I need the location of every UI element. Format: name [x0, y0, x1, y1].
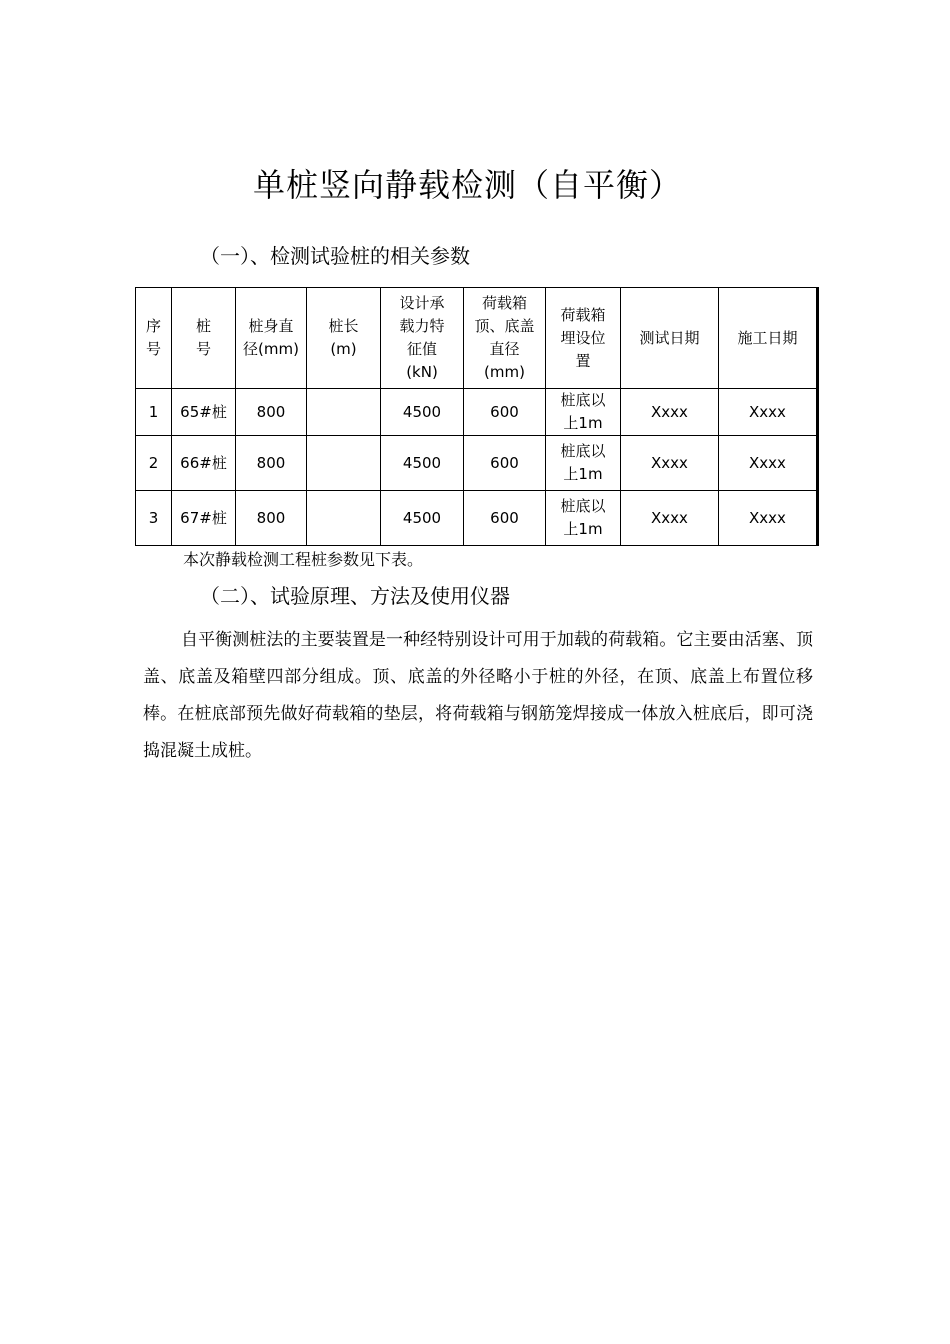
- header-pile-length: 桩长 (m): [307, 288, 381, 389]
- cell-construction-date: Xxxx: [719, 389, 818, 436]
- page-title: 单桩竖向静载检测（自平衡）: [252, 166, 682, 204]
- header-box-position: 荷载箱 埋设位 置: [546, 288, 621, 389]
- cell-pile-diameter: 800: [236, 436, 307, 491]
- table-row: [136, 389, 818, 436]
- cell-box-diameter: 600: [464, 491, 546, 546]
- cell-test-date: Xxxx: [621, 436, 719, 491]
- header-pile-diameter: 桩身直 径(mm): [236, 288, 307, 389]
- table-note: 本次静载检测工程桩参数见下表。: [183, 550, 424, 569]
- pile-parameters-table: [135, 287, 819, 546]
- principle-paragraph: 自平衡测桩法的主要装置是一种经特别设计可用于加载的荷载箱。它主要由活塞、顶盖、底盖及箱壁四部分组成。顶、底盖的外径略小于桩的外径，在顶、底盖上布置位移棒。在桩底部预先做好荷载箱的垫层，将荷载箱与钢筋笼焊接成一体放入桩底后，即可浇捣混凝土成桩。: [143, 630, 813, 761]
- cell-index: 1: [136, 389, 172, 436]
- cell-pile-length: [307, 491, 381, 546]
- cell-index: 2: [136, 436, 172, 491]
- cell-pile-number: 65#桩: [172, 389, 236, 436]
- cell-index: 3: [136, 491, 172, 546]
- cell-design-capacity: 4500: [381, 436, 464, 491]
- header-construction-date: 施工日期: [719, 288, 818, 389]
- header-design-capacity: 设计承 载力特 征值 (kN): [381, 288, 464, 389]
- header-index: 序 号: [136, 288, 172, 389]
- cell-box-position: 桩底以 上1m: [546, 436, 621, 491]
- cell-box-diameter: 600: [464, 436, 546, 491]
- header-pile-number: 桩 号: [172, 288, 236, 389]
- section-heading-parameters: （一）、检测试验桩的相关参数: [200, 244, 470, 268]
- cell-construction-date: Xxxx: [719, 491, 818, 546]
- table-header-row: [136, 288, 818, 389]
- cell-pile-length: [307, 436, 381, 491]
- cell-box-position: 桩底以 上1m: [546, 491, 621, 546]
- table-row: [136, 491, 818, 546]
- cell-pile-number: 67#桩: [172, 491, 236, 546]
- cell-design-capacity: 4500: [381, 389, 464, 436]
- table-row: [136, 436, 818, 491]
- cell-pile-diameter: 800: [236, 389, 307, 436]
- cell-construction-date: Xxxx: [719, 436, 818, 491]
- cell-box-diameter: 600: [464, 389, 546, 436]
- cell-test-date: Xxxx: [621, 389, 719, 436]
- cell-box-position: 桩底以 上1m: [546, 389, 621, 436]
- cell-test-date: Xxxx: [621, 491, 719, 546]
- cell-design-capacity: 4500: [381, 491, 464, 546]
- header-test-date: 测试日期: [621, 288, 719, 389]
- cell-pile-number: 66#桩: [172, 436, 236, 491]
- header-box-diameter: 荷载箱 顶、底盖 直径 (mm): [464, 288, 546, 389]
- cell-pile-length: [307, 389, 381, 436]
- section-heading-principle: （二）、试验原理、方法及使用仪器: [200, 584, 510, 608]
- cell-pile-diameter: 800: [236, 491, 307, 546]
